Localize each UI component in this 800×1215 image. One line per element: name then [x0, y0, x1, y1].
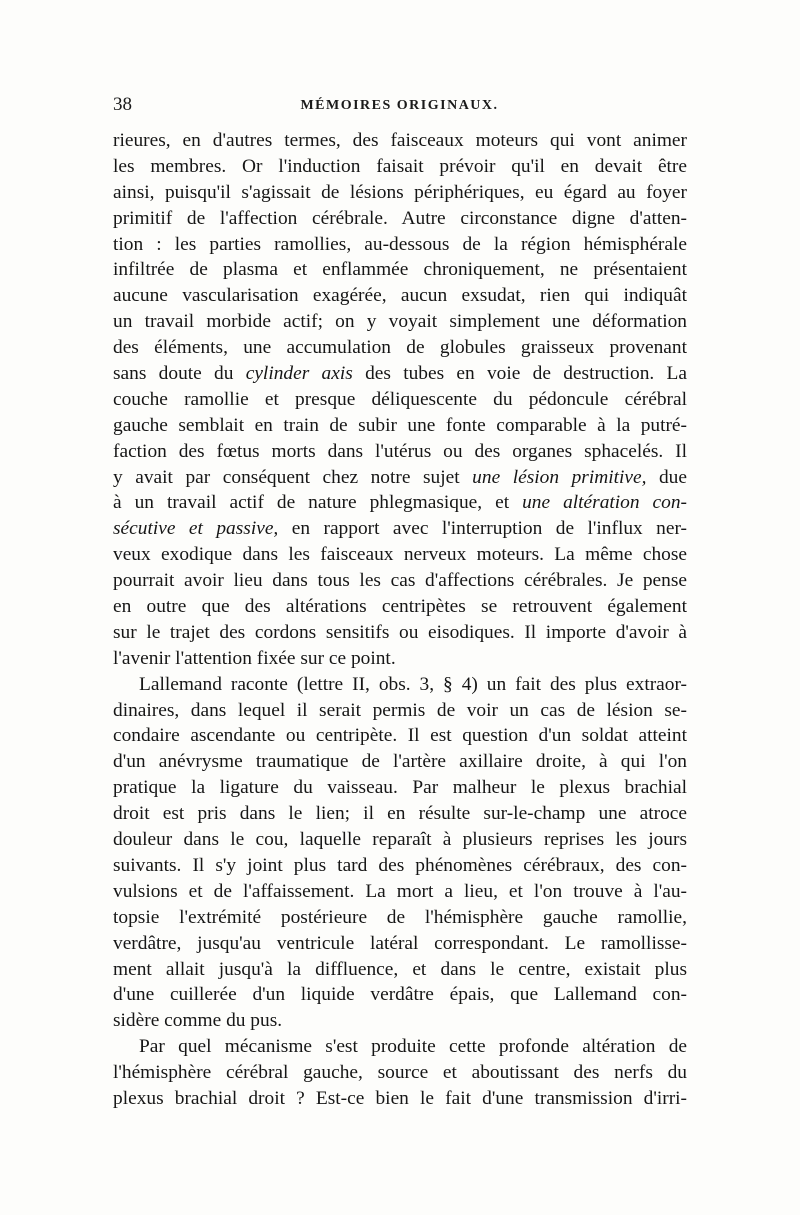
text-line: un travail morbide actif; on y voyait simplement une déformation — [113, 311, 687, 333]
text-line: couche ramollie et presque déliquescente du pédoncule cérébral — [113, 388, 687, 410]
text-line: ainsi, puisqu'il s'agissait de lésions périphériques, eu égard au foyer — [113, 181, 687, 203]
running-title: MÉMOIRES ORIGINAUX. — [300, 98, 499, 113]
body-text — [113, 128, 687, 1112]
text-line: veux exodique dans les faisceaux nerveux moteurs. La même chose — [113, 544, 687, 566]
italic-term: une lésion primitive, — [472, 466, 647, 488]
text-line: dinaires, dans lequel il serait permis de voir un cas de lésion se- — [113, 699, 687, 721]
text-line: topsie l'extrémité postérieure de l'hémisphère gauche ramollie, — [113, 906, 687, 928]
text-run: à un travail actif de nature phlegmasique, et — [113, 492, 523, 514]
text-line: l'hémisphère cérébral gauche, source et aboutissant des nerfs du — [113, 1062, 687, 1084]
text-run: des tubes en voie de destruction. La — [352, 363, 687, 385]
text-line — [113, 465, 687, 491]
text-line: sur le trajet des cordons sensitifs ou eisodiques. Il importe d'avoir à — [113, 621, 687, 643]
text-line: condaire ascendante ou centripète. Il est question d'un soldat atteint — [113, 725, 687, 747]
text-line: gauche semblait en train de subir une fonte comparable à la putré- — [113, 414, 687, 436]
text-line: d'une cuillerée d'un liquide verdâtre épais, que Lallemand con- — [113, 984, 687, 1006]
text-run: en rapport avec l'interruption de l'influx ner- — [278, 518, 687, 540]
text-line: vulsions et de l'affaissement. La mort a lieu, et l'on trouve à l'au- — [113, 880, 687, 902]
text-line: en outre que des altérations centripètes se retrouvent également — [113, 596, 687, 618]
text-line: douleur dans le cou, laquelle reparaît à plusieurs reprises les jours — [113, 829, 687, 851]
italic-term: cylinder axis — [245, 363, 353, 385]
text-line: d'un anévrysme traumatique de l'artère axillaire droite, à qui l'on — [113, 751, 687, 773]
text-run: sans doute du — [113, 363, 246, 385]
text-line: tion : les parties ramollies, au-dessous de la région hémisphérale — [113, 233, 687, 255]
paragraph-3 — [113, 1034, 687, 1112]
paragraph-2 — [113, 672, 687, 1034]
text-line: sidère comme du pus. — [113, 1010, 283, 1032]
italic-term: une altération con- — [522, 492, 687, 514]
text-line — [113, 361, 687, 387]
text-line: rieures, en d'autres termes, des faisceaux moteurs qui vont animer — [113, 130, 687, 151]
text-line: Par quel mécanisme s'est produite cette profonde altération de — [139, 1036, 687, 1058]
text-line: pourrait avoir lieu dans tous les cas d'affections cérébrales. Je pense — [113, 570, 687, 592]
text-line: pratique la ligature du vaisseau. Par malheur le plexus brachial — [113, 777, 687, 799]
page-number: 38 — [113, 94, 132, 115]
text-line: droit est pris dans le lien; il en résulte sur-le-champ une atroce — [113, 803, 687, 825]
text-line: infiltrée de plasma et enflammée chroniquement, ne présentaient — [113, 259, 687, 281]
text-line: des éléments, une accumulation de globules graisseux provenant — [113, 337, 687, 359]
text-line: plexus brachial droit ? Est-ce bien le fait d'une transmission d'irri- — [113, 1087, 687, 1109]
italic-term: sécutive et passive, — [113, 518, 279, 540]
paragraph-1 — [113, 128, 687, 672]
text-run: y avait par conséquent chez notre sujet — [113, 466, 473, 488]
text-line: aucune vascularisation exagérée, aucun exsudat, rien qui indiquât — [113, 285, 687, 307]
text-line: ment allait jusqu'à la diffluence, et dans le centre, existait plus — [113, 958, 687, 980]
text-line — [113, 490, 687, 516]
text-line: primitif de l'affection cérébrale. Autre circonstance digne d'atten- — [113, 207, 687, 229]
page-header — [113, 92, 686, 122]
text-line: Lallemand raconte (lettre II, obs. 3, § 4) un fait des plus extraor- — [139, 673, 687, 695]
text-line — [113, 516, 687, 542]
text-run: due — [646, 466, 687, 488]
text-line: les membres. Or l'induction faisait prévoir qu'il en devait être — [113, 155, 687, 177]
text-line: l'avenir l'attention fixée sur ce point. — [113, 647, 396, 669]
text-line: suivants. Il s'y joint plus tard des phénomènes cérébraux, des con- — [113, 854, 687, 876]
text-line: verdâtre, jusqu'au ventricule latéral correspondant. Le ramollisse- — [113, 932, 687, 954]
text-line: faction des fœtus morts dans l'utérus ou des organes sphacelés. Il — [113, 440, 687, 462]
